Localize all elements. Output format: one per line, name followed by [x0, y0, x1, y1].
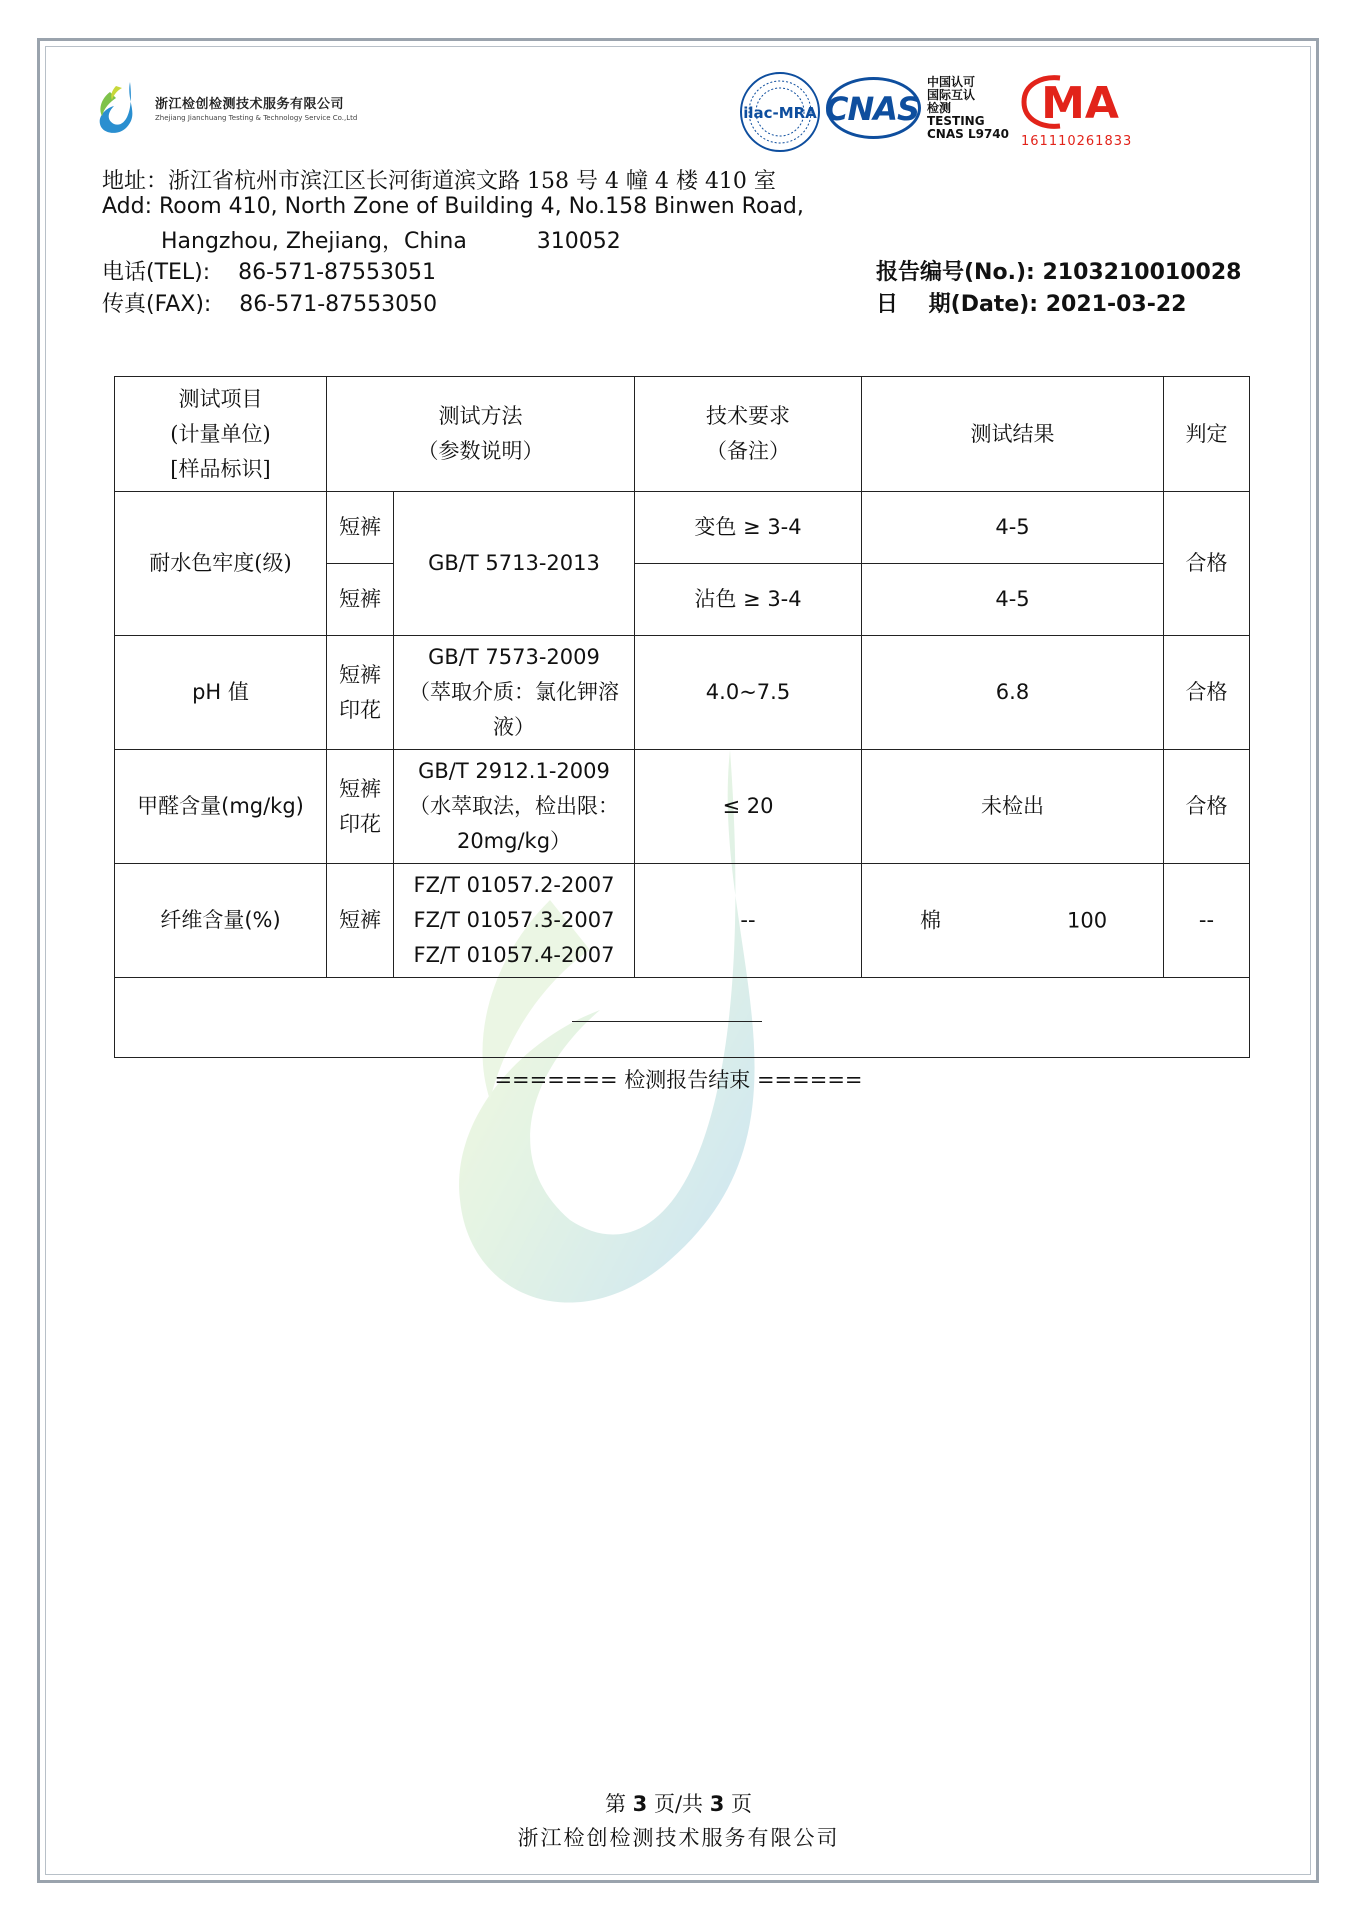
- sample-text: 印花: [339, 811, 381, 836]
- verdict-cell: 合格: [1164, 636, 1250, 750]
- page-number: [0, 1788, 1357, 1818]
- header-result: 测试结果: [862, 377, 1164, 492]
- method-cell: [394, 636, 635, 750]
- header-method: [327, 377, 635, 492]
- blank-underline: [572, 1021, 762, 1022]
- item-text: (mg/kg): [221, 794, 304, 818]
- sample-cell: 短裤: [327, 564, 394, 636]
- item-cell: 耐水色牢度(级): [115, 492, 327, 636]
- method-text: （萃取介质：氯化钾溶: [409, 680, 619, 704]
- sample-cell: 短裤: [327, 492, 394, 564]
- req-label: 变色: [694, 515, 737, 539]
- fiber-name: 棉: [920, 908, 941, 932]
- results-table: [114, 376, 1250, 1058]
- table-row: [115, 492, 1250, 564]
- item-cell: [115, 864, 327, 978]
- item-text: 值: [227, 680, 249, 704]
- method-text: 20mg/kg）: [456, 829, 572, 853]
- company-logo-icon: [96, 80, 150, 136]
- company-name-cn: 浙江检创检测技术服务有限公司: [155, 97, 345, 112]
- header-item: [115, 377, 327, 492]
- report-end-marker: ======= 检测报告结束 ======: [494, 1068, 863, 1092]
- header-text: 测试方法: [438, 404, 523, 428]
- req-value: ≥ 3-4: [743, 515, 802, 539]
- company-name-en: Zhejiang Jianchuang Testing & Technology Service Co.,Ltd: [155, 114, 358, 122]
- cnas-info: [927, 76, 1009, 141]
- fax: 传真(FAX): 86-571-87553050: [102, 292, 438, 317]
- requirement-cell: --: [635, 864, 862, 978]
- sample-text: 短裤: [339, 662, 381, 687]
- header-text: [样品标识]: [170, 456, 271, 481]
- header-text: (计量单位): [170, 421, 271, 446]
- table-header-row: [115, 377, 1250, 492]
- item-text: (%): [244, 908, 281, 932]
- cnas-line: 中国认可: [927, 75, 976, 89]
- method-text: GB/T 7573-2009: [428, 645, 600, 669]
- ilac-mra-logo: [738, 70, 822, 154]
- method-text: （水萃取法，检出限：: [409, 794, 619, 818]
- header-verdict: 判定: [1164, 377, 1250, 492]
- verdict-cell: --: [1164, 864, 1250, 978]
- cnas-line: 检测: [927, 101, 952, 115]
- req-label: 沾色: [694, 587, 737, 611]
- item-text: 甲醛含量: [137, 794, 222, 818]
- page-text: 页/共: [653, 1792, 704, 1816]
- page-current: 3: [632, 1792, 648, 1816]
- ma-number: 161110261833: [1021, 134, 1133, 149]
- table-row: [115, 750, 1250, 864]
- item-text: 纤维含量: [160, 908, 245, 932]
- item-text: pH: [192, 680, 222, 704]
- address-en-line2: Hangzhou, Zhejiang，China 310052: [161, 229, 621, 254]
- ilac-text: ilac-MRA: [743, 104, 817, 122]
- table-row: [115, 864, 1250, 978]
- page-total: 3: [709, 1792, 725, 1816]
- cnas-logo: CNAS: [825, 90, 920, 128]
- item-cell: [115, 636, 327, 750]
- ma-text: MA: [1041, 78, 1119, 129]
- method-text: FZ/T 01057.2-2007: [413, 873, 615, 897]
- address-en-line1: Add: Room 410, North Zone of Building 4, No.158 Binwen Road,: [102, 194, 804, 219]
- method-text: FZ/T 01057.4-2007: [413, 943, 615, 967]
- header-text: （备注）: [706, 439, 790, 463]
- method-text: 液）: [493, 715, 535, 739]
- method-cell: [394, 750, 635, 864]
- table-row: [115, 636, 1250, 750]
- footer-company: 浙江检创检测技术服务有限公司: [517, 1826, 840, 1850]
- method-text: GB/T 2912.1-2009: [418, 759, 610, 783]
- sample-cell: [327, 750, 394, 864]
- cnas-line: 国际互认: [927, 88, 976, 102]
- method-text: FZ/T 01057.3-2007: [413, 908, 615, 932]
- requirement-cell: 4.0~7.5: [635, 636, 862, 750]
- result-cell: 未检出: [862, 750, 1164, 864]
- blank-cell: [115, 978, 1250, 1058]
- item-cell: [115, 750, 327, 864]
- cnas-line: CNAS L9740: [927, 127, 1010, 141]
- telephone: 电话(TEL): 86-571-87553051: [102, 260, 436, 285]
- verdict-cell: 合格: [1164, 492, 1250, 636]
- cnas-line: TESTING: [927, 114, 985, 128]
- sample-cell: [327, 636, 394, 750]
- cma-logo: [1020, 72, 1130, 130]
- report-number: 报告编号(No.): 2103210010028: [876, 260, 1242, 285]
- method-cell: [394, 864, 635, 978]
- header-text: （参数说明）: [417, 439, 544, 463]
- result-cell: [862, 864, 1164, 978]
- requirement-cell: [635, 564, 862, 636]
- method-cell: GB/T 5713-2013: [394, 492, 635, 636]
- requirement-cell: [635, 492, 862, 564]
- header-text: 测试项目: [178, 386, 263, 411]
- requirement-cell: ≤ 20: [635, 750, 862, 864]
- header-text: 技术要求: [706, 404, 790, 428]
- result-cell: 6.8: [862, 636, 1164, 750]
- verdict-cell: 合格: [1164, 750, 1250, 864]
- result-cell: 4-5: [862, 564, 1164, 636]
- sample-text: 短裤: [339, 776, 381, 801]
- sample-text: 印花: [339, 697, 381, 722]
- result-cell: 4-5: [862, 492, 1164, 564]
- page-text: 页: [731, 1792, 753, 1816]
- address-cn: 地址：浙江省杭州市滨江区长河街道滨文路 158 号 4 幢 4 楼 410 室: [102, 169, 776, 194]
- blank-row: [115, 978, 1250, 1058]
- fiber-percent: 100: [1067, 908, 1108, 932]
- sample-cell: 短裤: [327, 864, 394, 978]
- header-requirement: [635, 377, 862, 492]
- page-text: 第: [604, 1792, 626, 1816]
- report-date: 日 期(Date): 2021-03-22: [876, 292, 1187, 317]
- req-value: ≥ 3-4: [743, 587, 802, 611]
